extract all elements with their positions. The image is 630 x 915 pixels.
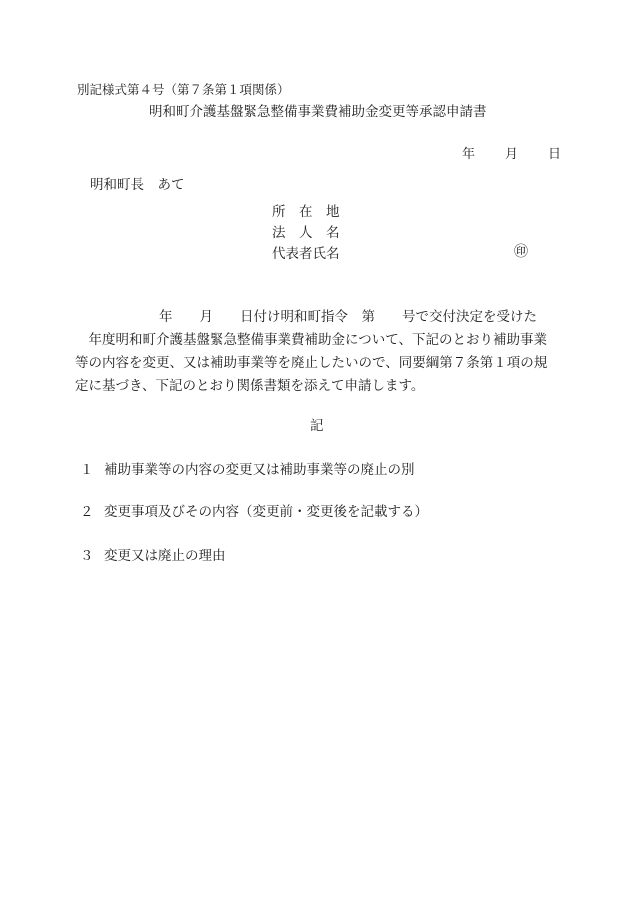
list-item <box>80 458 415 478</box>
corporation-name-label: 法 人 名 <box>272 225 340 241</box>
list-item <box>80 544 226 564</box>
date-day: 日 <box>548 147 562 162</box>
body-line-4: 定に基づき、下記のとおり関係書類を添えて申請します。 <box>75 378 425 394</box>
form-number: 別記様式第４号（第７条第１項関係） <box>77 82 290 97</box>
item-number: ２ <box>80 504 94 520</box>
seal-mark: ㊞ <box>514 244 528 260</box>
date-line <box>462 143 561 162</box>
date-month: 月 <box>505 147 519 162</box>
location-label: 所 在 地 <box>272 204 340 220</box>
body-line-1: 年 月 日付け明和町指令 第 号で交付決定を受けた <box>159 309 537 325</box>
item-text: 変更事項及びその内容（変更前・変更後を記載する） <box>104 504 428 520</box>
item-text: 補助事業等の内容の変更又は補助事業等の廃止の別 <box>104 462 415 478</box>
addressee: 明和町長 あて <box>90 177 185 193</box>
representative-name-label: 代表者氏名 <box>272 246 340 262</box>
date-year: 年 <box>462 147 476 162</box>
item-text: 変更又は廃止の理由 <box>104 548 226 564</box>
application-body <box>75 306 565 398</box>
body-line-3: 等の内容を変更、又は補助事業等を廃止したいので、同要綱第７条第１項の規 <box>75 355 548 371</box>
body-line-2: 年度明和町介護基盤緊急整備事業費補助金について、下記のとおり補助事業 <box>75 332 547 348</box>
document-title: 明和町介護基盤緊急整備事業費補助金変更等承認申請書 <box>149 104 487 120</box>
list-item <box>80 500 428 520</box>
ki-heading: 記 <box>310 418 324 434</box>
item-number: ３ <box>80 548 94 564</box>
item-number: １ <box>80 462 94 478</box>
